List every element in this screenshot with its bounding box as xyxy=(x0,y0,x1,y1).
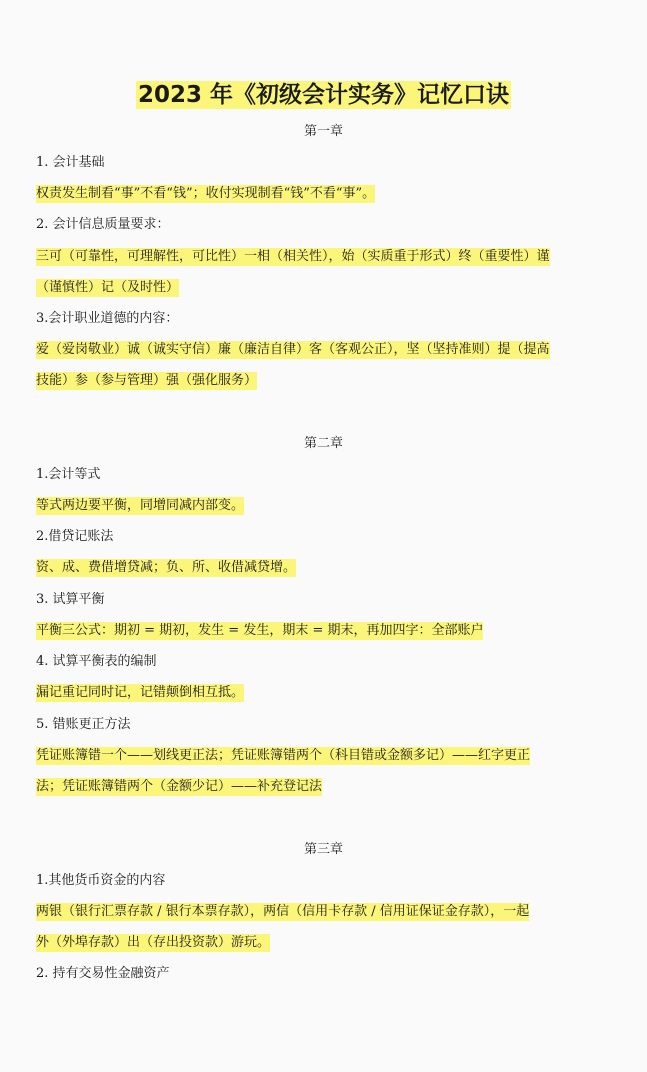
ch3-item-2-heading: 2. 持有交易性金融资产 xyxy=(36,966,170,981)
ch3-item-1-heading: 1.其他货币资金的内容 xyxy=(36,873,166,888)
chapter-3-heading: 第三章 xyxy=(303,842,343,857)
ch1-item-2-mnemonic-line-2 xyxy=(36,279,616,297)
ch2-item-5-mnemonic-line-1 xyxy=(36,747,616,765)
highlighted-text: 平衡三公式：期初 = 期初，发生 = 发生，期末 = 期末，再加四字：全部账户 xyxy=(36,623,484,638)
ch2-item-3-mnemonic xyxy=(36,622,616,640)
ch2-item-4-heading: 4. 试算平衡表的编制 xyxy=(36,654,157,669)
ch1-item-3-mnemonic-line-2 xyxy=(36,372,616,390)
ch1-item-3-mnemonic-line-1 xyxy=(36,341,616,359)
highlighted-text: 三可（可靠性，可理解性，可比性）一相（相关性），始（实质重于形式）终（重要性）谨 xyxy=(36,249,550,264)
highlighted-text: 凭证账簿错一个——划线更正法；凭证账簿错两个（科目错或金额多记）——红字更正 xyxy=(36,748,531,763)
ch2-item-2-mnemonic xyxy=(36,559,616,577)
highlighted-text: 权责发生制看“事”不看“钱”；收付实现制看“钱”不看“事”。 xyxy=(36,186,376,201)
highlighted-text: 漏记重记同时记，记错颠倒相互抵。 xyxy=(36,685,245,700)
highlighted-text: （谨慎性）记（及时性） xyxy=(36,280,180,295)
ch2-item-5-heading: 5. 错账更正方法 xyxy=(36,717,131,732)
ch1-item-1-heading: 1. 会计基础 xyxy=(36,155,105,170)
document-title xyxy=(0,78,647,112)
highlighted-text: 爱（爱岗敬业）诚（诚实守信）廉（廉洁自律）客（客观公正），坚（坚持准则）提（提高 xyxy=(36,342,550,357)
highlighted-text: 两银（银行汇票存款 / 银行本票存款），两信（信用卡存款 / 信用证保证金存款），一起 xyxy=(36,904,530,919)
highlighted-text: 资、成、费借增贷减；负、所、收借减贷增。 xyxy=(36,560,297,575)
ch3-item-1-mnemonic-line-1 xyxy=(36,903,616,921)
highlighted-text: 技能）参（参与管理）强（强化服务） xyxy=(36,373,258,388)
ch1-item-2-mnemonic-line-1 xyxy=(36,248,616,266)
ch2-item-3-heading: 3. 试算平衡 xyxy=(36,592,105,607)
chapter-1-heading: 第一章 xyxy=(303,124,343,139)
highlighted-text: 外（外埠存款）出（存出投资款）游玩。 xyxy=(36,935,271,950)
ch2-item-4-mnemonic xyxy=(36,684,616,702)
ch2-item-1-mnemonic xyxy=(36,497,616,515)
ch2-item-5-mnemonic-line-2 xyxy=(36,778,616,796)
ch3-item-1-mnemonic-line-2 xyxy=(36,934,616,952)
highlighted-text: 法；凭证账簿错两个（金额少记）——补充登记法 xyxy=(36,779,323,794)
ch2-item-1-heading: 1.会计等式 xyxy=(36,467,101,482)
ch1-item-3-heading: 3.会计职业道德的内容： xyxy=(36,311,179,326)
chapter-2-heading: 第二章 xyxy=(303,436,343,451)
ch1-item-2-heading: 2. 会计信息质量要求： xyxy=(36,217,170,232)
document-title-text: 2023 年《初级会计实务》记忆口诀 xyxy=(137,82,510,108)
highlighted-text: 等式两边要平衡，同增同减内部变。 xyxy=(36,498,245,513)
ch1-item-1-mnemonic xyxy=(36,185,616,203)
ch2-item-2-heading: 2.借贷记账法 xyxy=(36,529,114,544)
